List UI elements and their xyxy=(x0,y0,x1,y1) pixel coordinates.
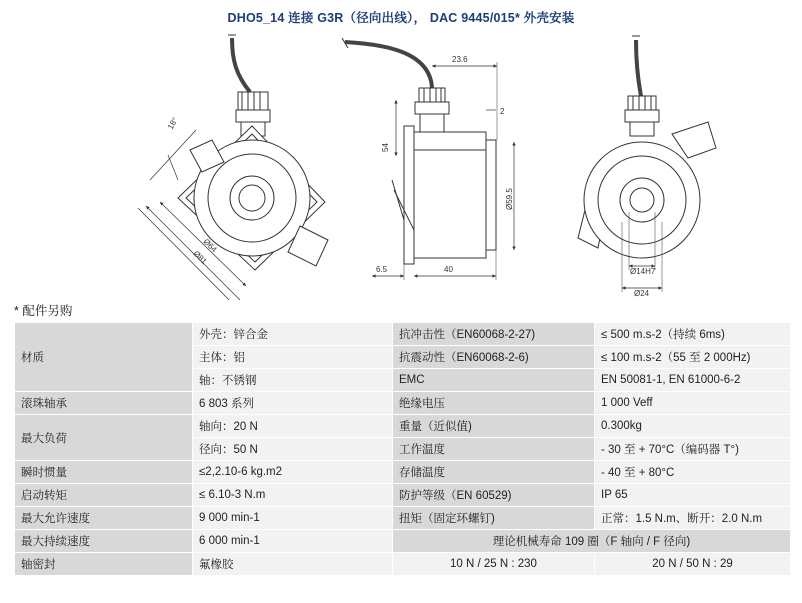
table-row xyxy=(15,323,791,346)
dim-59-5-label: Ø59.5 xyxy=(505,188,514,210)
life-value-1: 10 N / 25 N : 230 xyxy=(393,553,595,576)
table-row xyxy=(15,507,791,530)
load-label: 最大负荷 xyxy=(15,415,193,461)
spec-table xyxy=(14,322,791,576)
storage-temp-value: - 40 至 + 80°C xyxy=(595,461,791,484)
inertia-value: ≤2,2.10-6 kg.m2 xyxy=(193,461,393,484)
dim-23-6-label: 23.6 xyxy=(452,55,468,64)
left-view-drawing xyxy=(138,35,328,300)
weight-value: 0.300kg xyxy=(595,415,791,438)
vibration-value: ≤ 100 m.s-2（55 至 2 000Hz) xyxy=(595,346,791,369)
emc-label: EMC xyxy=(393,369,595,392)
life-value-2: 20 N / 50 N : 29 xyxy=(595,553,791,576)
table-row xyxy=(15,553,791,576)
torque-label: 启动转矩 xyxy=(15,484,193,507)
dim-54-label: 54 xyxy=(381,143,390,152)
max-speed-label: 最大允许速度 xyxy=(15,507,193,530)
page-title: DHO5_14 连接 G3R（径向出线）， DAC 9445/015* 外壳安装 xyxy=(227,11,575,25)
tightening-label: 扭矩（固定环螺钉) xyxy=(393,507,595,530)
storage-temp-label: 存储温度 xyxy=(393,461,595,484)
table-row xyxy=(15,461,791,484)
max-speed-value: 9 000 min-1 xyxy=(193,507,393,530)
insulation-label: 绝缘电压 xyxy=(393,392,595,415)
life-header: 理论机械寿命 109 圈（F 轴向 / F 径向) xyxy=(393,530,791,553)
dim-6-5-label: 6.5 xyxy=(376,265,388,274)
table-row xyxy=(15,484,791,507)
load-axial: 轴向：20 N xyxy=(193,415,393,438)
dim-81-label: Ø81 xyxy=(191,249,209,267)
material-body: 主体：铝 xyxy=(193,346,393,369)
insulation-value: 1 000 Veff xyxy=(595,392,791,415)
dim-24-label: Ø24 xyxy=(634,289,650,298)
right-view-drawing xyxy=(578,36,716,292)
material-label: 材质 xyxy=(15,323,193,392)
load-radial: 径向：50 N xyxy=(193,438,393,461)
table-row xyxy=(15,415,791,438)
continuous-speed-value: 6 000 min-1 xyxy=(193,530,393,553)
tightening-value: 正常：1.5 N.m、断开：2.0 N.m xyxy=(595,507,791,530)
shock-label: 抗冲击性（EN60068-2-27) xyxy=(393,323,595,346)
shock-value: ≤ 500 m.s-2（持续 6ms) xyxy=(595,323,791,346)
dim-18-label: 18° xyxy=(165,116,180,131)
middle-view-drawing xyxy=(342,38,514,280)
accessory-note: * 配件另购 xyxy=(14,304,73,318)
technical-drawing xyxy=(0,30,802,300)
table-row xyxy=(15,392,791,415)
torque-value: ≤ 6.10-3 N.m xyxy=(193,484,393,507)
vibration-label: 抗震动性（EN60068-2-6) xyxy=(393,346,595,369)
continuous-speed-label: 最大持续速度 xyxy=(15,530,193,553)
dim-2-label: 2 xyxy=(500,107,505,116)
material-shaft: 轴：不锈钢 xyxy=(193,369,393,392)
material-housing: 外壳：锌合金 xyxy=(193,323,393,346)
bearing-value: 6 803 系列 xyxy=(193,392,393,415)
shaft-seal-value: 氟橡胶 xyxy=(193,553,393,576)
weight-label: 重量（近似值) xyxy=(393,415,595,438)
protection-label: 防护等级（EN 60529) xyxy=(393,484,595,507)
operating-temp-value: - 30 至 + 70°C（编码器 T°) xyxy=(595,438,791,461)
bearing-label: 滚珠轴承 xyxy=(15,392,193,415)
inertia-label: 瞬时惯量 xyxy=(15,461,193,484)
table-row xyxy=(15,530,791,553)
emc-value: EN 50081-1, EN 61000-6-2 xyxy=(595,369,791,392)
dim-14h7-label: Ø14H7 xyxy=(630,267,656,276)
protection-value: IP 65 xyxy=(595,484,791,507)
dim-40-label: 40 xyxy=(444,265,453,274)
dim-64-label: Ø64 xyxy=(201,237,219,255)
operating-temp-label: 工作温度 xyxy=(393,438,595,461)
shaft-seal-label: 轴密封 xyxy=(15,553,193,576)
